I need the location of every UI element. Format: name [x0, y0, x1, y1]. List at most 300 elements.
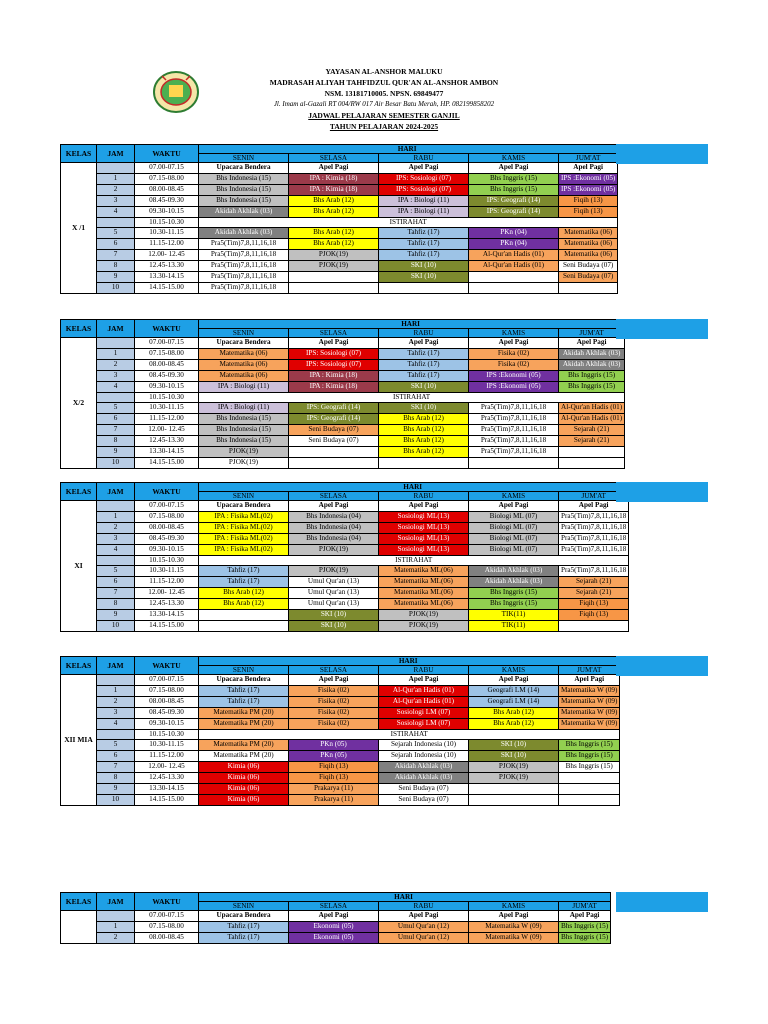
subject-cell: Seni Budaya (07): [379, 784, 469, 795]
istirahat-cell: ISTIRAHAT: [199, 729, 620, 740]
day-header: KAMIS: [469, 902, 559, 911]
time-slot: 14.15-15.00: [135, 457, 199, 468]
day-header: JUM'AT: [559, 666, 620, 675]
subject-cell: IPA : Kimia (18): [289, 173, 379, 184]
subject-cell: Umul Qur'an (12): [379, 932, 469, 943]
day-header: SENIN: [199, 902, 289, 911]
subject-cell: IPA : Kimia (18): [289, 381, 379, 392]
jam-header: JAM: [97, 893, 135, 911]
jam-number: [97, 163, 135, 174]
jam-number: [97, 911, 135, 922]
subject-cell: Bhs Indonesia (15): [199, 425, 289, 436]
subject-cell: PJOK(19): [199, 447, 289, 458]
subject-cell: Sejarah (21): [559, 577, 629, 588]
subject-cell: [289, 282, 379, 293]
subject-cell: Al-Qur'an Hadis (01): [559, 403, 625, 414]
table-row: [61, 620, 629, 631]
table-row: [61, 707, 620, 718]
subject-cell: Sejarah (21): [559, 425, 625, 436]
time-slot: 12.45-13.30: [135, 436, 199, 447]
table-header-row: [61, 483, 629, 492]
jam-header: JAM: [97, 483, 135, 501]
subject-cell: Pra5(Tim)7,8,11,16,18: [199, 272, 289, 283]
time-slot: 10.15-10.30: [135, 729, 199, 740]
subject-cell: SKI (10): [289, 620, 379, 631]
apel-cell: Apel Pagi: [379, 501, 469, 512]
day-header: RABU: [379, 492, 469, 501]
subject-cell: Pra5(Tim)7,8,11,16,18: [559, 533, 629, 544]
kelas-name: X /1: [61, 163, 97, 294]
subject-cell: Sejarah (21): [559, 436, 625, 447]
header-extension-bar: [616, 892, 708, 912]
subject-cell: Bhs Arab (12): [379, 425, 469, 436]
day-header: JUM'AT: [559, 329, 625, 338]
time-slot: 07.15-08.00: [135, 173, 199, 184]
subject-cell: Akidah Akhlak (03): [379, 762, 469, 773]
subject-cell: IPA : Biologi (11): [379, 206, 469, 217]
apel-cell: Apel Pagi: [379, 338, 469, 349]
kelas-name: [61, 911, 97, 944]
hari-header: HARI: [199, 145, 618, 154]
subject-cell: Fiqih (13): [289, 773, 379, 784]
subject-cell: Bhs Arab (12): [289, 239, 379, 250]
subject-cell: PJOK(19): [379, 610, 469, 621]
jam-number: 8: [97, 599, 135, 610]
time-slot: 11.15-12.00: [135, 577, 199, 588]
subject-cell: [559, 784, 620, 795]
subject-cell: [559, 282, 618, 293]
subject-cell: Tahfiz (17): [379, 250, 469, 261]
time-slot: 08.00-08.45: [135, 359, 199, 370]
subject-cell: [559, 457, 625, 468]
subject-cell: Kimia (06): [199, 784, 289, 795]
subject-cell: IPS: Geografi (14): [289, 403, 379, 414]
subject-cell: Tahfiz (17): [379, 348, 469, 359]
subject-cell: Tahfiz (17): [379, 239, 469, 250]
header-extension-bar: [616, 319, 708, 339]
subject-cell: Fisika (02): [469, 359, 559, 370]
subject-cell: Matematika PM (20): [199, 718, 289, 729]
subject-cell: Matematika PM (20): [199, 707, 289, 718]
subject-cell: Pra5(Tim)7,8,11,16,18: [199, 261, 289, 272]
apel-cell: Apel Pagi: [289, 675, 379, 686]
jam-number: [97, 392, 135, 403]
subject-cell: Pra5(Tim)7,8,11,16,18: [559, 522, 629, 533]
subject-cell: Matematika ML(06): [379, 577, 469, 588]
subject-cell: IPS: Geografi (14): [469, 195, 559, 206]
subject-cell: Matematika ML(06): [379, 566, 469, 577]
jam-number: 2: [97, 359, 135, 370]
subject-cell: Sejarah Indonesia (10): [379, 751, 469, 762]
time-slot: 07.15-08.00: [135, 921, 199, 932]
time-slot: 11.15-12.00: [135, 239, 199, 250]
subject-cell: Matematika (06): [559, 250, 618, 261]
time-slot: 11.15-12.00: [135, 414, 199, 425]
jam-number: 2: [97, 696, 135, 707]
subject-cell: Bhs Arab (12): [289, 195, 379, 206]
apel-cell: Apel Pagi: [289, 338, 379, 349]
subject-cell: Bhs Inggris (15): [559, 751, 620, 762]
school-address: Jl. Imam al-Gazali RT 004/RW 017 Air Besar Batu Merah, HP. 082199858202: [273, 100, 495, 108]
table-row: [61, 250, 618, 261]
time-slot: 09.30-10.15: [135, 718, 199, 729]
subject-cell: Tahfiz (17): [199, 566, 289, 577]
subject-cell: Matematika W (09): [559, 718, 620, 729]
subject-cell: Ekonomi (05): [289, 921, 379, 932]
subject-cell: Sosiologi ML(13): [379, 533, 469, 544]
table-header-row: [61, 657, 620, 666]
jam-number: 7: [97, 425, 135, 436]
subject-cell: Biologi ML (07): [469, 511, 559, 522]
subject-cell: Matematika PM (20): [199, 751, 289, 762]
jam-number: 8: [97, 773, 135, 784]
table-header-row: [61, 893, 611, 902]
table-row: [61, 685, 620, 696]
jam-number: [97, 555, 135, 566]
subject-cell: Umul Qur'an (12): [379, 921, 469, 932]
subject-cell: Bhs Arab (12): [469, 718, 559, 729]
subject-cell: IPA : Biologi (11): [199, 403, 289, 414]
table-row: [61, 566, 629, 577]
subject-cell: Sosiologi ML(13): [379, 544, 469, 555]
subject-cell: Bhs Arab (12): [469, 707, 559, 718]
subject-cell: Sosiologi LM (07): [379, 707, 469, 718]
time-slot: 13.30-14.15: [135, 784, 199, 795]
time-slot: 09.30-10.15: [135, 381, 199, 392]
subject-cell: Sosiologi ML(13): [379, 522, 469, 533]
kelas-name: X/2: [61, 338, 97, 469]
table-row: [61, 740, 620, 751]
time-slot: 08.45-09.30: [135, 707, 199, 718]
subject-cell: Bhs Arab (12): [289, 206, 379, 217]
table-header-row: [61, 320, 625, 329]
subject-cell: Bhs Inggris (15): [559, 370, 625, 381]
subject-cell: [559, 773, 620, 784]
day-header: SELASA: [289, 902, 379, 911]
subject-cell: IPS: Sosiologi (07): [379, 184, 469, 195]
subject-cell: Tahfiz (17): [199, 685, 289, 696]
subject-cell: Matematika W (09): [469, 932, 559, 943]
apel-cell: Apel Pagi: [559, 501, 629, 512]
subject-cell: Akidah Akhlak (03): [469, 577, 559, 588]
subject-cell: Fisika (02): [469, 348, 559, 359]
time-slot: 08.00-08.45: [135, 184, 199, 195]
jam-number: 9: [97, 610, 135, 621]
subject-cell: Fiqih (13): [559, 610, 629, 621]
subject-cell: Bhs Indonesia (15): [199, 414, 289, 425]
day-header: SELASA: [289, 329, 379, 338]
jam-number: 1: [97, 173, 135, 184]
subject-cell: Fiqih (13): [559, 195, 618, 206]
jam-number: 1: [97, 348, 135, 359]
subject-cell: IPS: Sosiologi (07): [289, 359, 379, 370]
subject-cell: PKn (05): [289, 751, 379, 762]
subject-cell: Tahfiz (17): [199, 696, 289, 707]
hari-header: HARI: [199, 483, 629, 492]
day-header: JUM'AT: [559, 154, 618, 163]
table-row: [61, 392, 625, 403]
jam-number: 6: [97, 577, 135, 588]
subject-cell: Tahfiz (17): [199, 932, 289, 943]
subject-cell: Akidah Akhlak (03): [379, 773, 469, 784]
jam-number: 4: [97, 206, 135, 217]
subject-cell: [469, 794, 559, 805]
time-slot: 12.00- 12.45: [135, 762, 199, 773]
time-slot: 10.30-11.15: [135, 228, 199, 239]
subject-cell: Akidah Akhlak (03): [199, 206, 289, 217]
subject-cell: Bhs Inggris (15): [469, 173, 559, 184]
jam-number: 10: [97, 794, 135, 805]
subject-cell: [559, 794, 620, 805]
table-row: [61, 414, 625, 425]
time-slot: 14.15-15.00: [135, 282, 199, 293]
kelas-header: KELAS: [61, 320, 97, 338]
subject-cell: Al-Qur'an Hadis (01): [379, 696, 469, 707]
subject-cell: Geografi LM (14): [469, 685, 559, 696]
subject-cell: [559, 447, 625, 458]
day-header: SENIN: [199, 154, 289, 163]
subject-cell: Fisika (02): [289, 707, 379, 718]
kelas-name: XII MIA: [61, 675, 97, 806]
header-extension-bar: [616, 656, 708, 676]
table-row: [61, 599, 629, 610]
table-row: [61, 921, 611, 932]
table-row: [61, 381, 625, 392]
subject-cell: PKn (04): [469, 239, 559, 250]
jam-number: 1: [97, 511, 135, 522]
subject-cell: PJOK(19): [469, 773, 559, 784]
time-slot: 12.45-13.30: [135, 261, 199, 272]
subject-cell: Bhs Arab (12): [289, 228, 379, 239]
subject-cell: Tahfiz (17): [379, 370, 469, 381]
day-header: RABU: [379, 666, 469, 675]
waktu-header: WAKTU: [135, 893, 199, 911]
jam-number: 10: [97, 620, 135, 631]
subject-cell: Sosiologi ML(13): [379, 511, 469, 522]
subject-cell: SKI (10): [289, 610, 379, 621]
subject-cell: SKI (10): [379, 381, 469, 392]
subject-cell: Tahfiz (17): [379, 359, 469, 370]
subject-cell: Bhs Arab (12): [199, 588, 289, 599]
table-row: [61, 932, 611, 943]
subject-cell: SKI (10): [469, 751, 559, 762]
schedule-table-block: [60, 482, 629, 632]
apel-cell: Apel Pagi: [469, 501, 559, 512]
subject-cell: IPA : Fisika ML(02): [199, 522, 289, 533]
subject-cell: Bhs Indonesia (15): [199, 184, 289, 195]
table-row: [61, 457, 625, 468]
table-row: [61, 718, 620, 729]
subject-cell: Geografi LM (14): [469, 696, 559, 707]
table-row: [61, 195, 618, 206]
subject-cell: Bhs Inggris (15): [559, 932, 611, 943]
jam-number: 7: [97, 588, 135, 599]
subject-cell: IPA : Biologi (11): [379, 195, 469, 206]
jam-number: 9: [97, 272, 135, 283]
subject-cell: IPS: Geografi (14): [469, 206, 559, 217]
subject-cell: IPS :Ekonomi (05): [469, 370, 559, 381]
table-row: [61, 610, 629, 621]
jam-number: 2: [97, 184, 135, 195]
table-row: [61, 544, 629, 555]
subject-cell: Biologi ML (07): [469, 544, 559, 555]
table-row: [61, 228, 618, 239]
jam-number: 2: [97, 932, 135, 943]
subject-cell: IPA : Fisika ML(02): [199, 511, 289, 522]
time-slot: 12.00- 12.45: [135, 250, 199, 261]
hari-header: HARI: [199, 893, 611, 902]
time-slot: 10.30-11.15: [135, 740, 199, 751]
table-row: [61, 511, 629, 522]
document-header: [0, 66, 768, 132]
academic-year: TAHUN PELAJARAN 2024-2025: [329, 122, 439, 131]
table-row: [61, 217, 618, 228]
waktu-header: WAKTU: [135, 320, 199, 338]
subject-cell: Bhs Indonesia (04): [289, 522, 379, 533]
subject-cell: SKI (10): [469, 740, 559, 751]
time-slot: 07.00-07.15: [135, 675, 199, 686]
subject-cell: Akidah Akhlak (03): [199, 228, 289, 239]
day-header: KAMIS: [469, 492, 559, 501]
table-row: [61, 403, 625, 414]
subject-cell: IPS :Ekonomi (05): [559, 173, 618, 184]
table-row: [61, 425, 625, 436]
time-slot: 07.00-07.15: [135, 338, 199, 349]
istirahat-cell: ISTIRAHAT: [199, 555, 629, 566]
foundation-name: YAYASAN AL-ANSHOR MALUKU: [325, 67, 443, 76]
subject-cell: PJOK(19): [289, 544, 379, 555]
subject-cell: IPA : Fisika ML(02): [199, 544, 289, 555]
jam-number: 3: [97, 707, 135, 718]
subject-cell: Umul Qur'an (13): [289, 588, 379, 599]
waktu-header: WAKTU: [135, 483, 199, 501]
upacara-cell: Upacara Bendera: [199, 501, 289, 512]
day-header: RABU: [379, 154, 469, 163]
subject-cell: PJOK(19): [289, 250, 379, 261]
day-header: JUM'AT: [559, 492, 629, 501]
subject-cell: Tahfiz (17): [199, 577, 289, 588]
table-row: [61, 501, 629, 512]
subject-cell: Matematika (06): [559, 228, 618, 239]
jam-number: 5: [97, 566, 135, 577]
subject-cell: Fisika (02): [289, 718, 379, 729]
day-header: RABU: [379, 902, 469, 911]
subject-cell: PJOK(19): [469, 762, 559, 773]
jam-number: 10: [97, 282, 135, 293]
time-slot: 07.00-07.15: [135, 163, 199, 174]
table-row: [61, 184, 618, 195]
table-row: [61, 784, 620, 795]
subject-cell: Matematika (06): [199, 348, 289, 359]
time-slot: 07.15-08.00: [135, 348, 199, 359]
jam-number: 9: [97, 447, 135, 458]
table-row: [61, 533, 629, 544]
table-row: [61, 588, 629, 599]
jam-number: 4: [97, 544, 135, 555]
subject-cell: Kimia (06): [199, 773, 289, 784]
subject-cell: [469, 457, 559, 468]
subject-cell: Pra5(Tim)7,8,11,16,18: [199, 282, 289, 293]
subject-cell: Pra5(Tim)7,8,11,16,18: [559, 566, 629, 577]
time-slot: 13.30-14.15: [135, 610, 199, 621]
school-ids: NSM. 13181710005. NPSN. 69849477: [324, 89, 444, 98]
subject-cell: [199, 620, 289, 631]
kelas-header: KELAS: [61, 145, 97, 163]
istirahat-cell: ISTIRAHAT: [199, 392, 625, 403]
subject-cell: PKn (05): [289, 740, 379, 751]
subject-cell: Matematika (06): [199, 370, 289, 381]
table-row: [61, 261, 618, 272]
table-row: [61, 173, 618, 184]
subject-cell: IPA : Fisika ML(02): [199, 533, 289, 544]
kelas-header: KELAS: [61, 893, 97, 911]
jam-number: [97, 729, 135, 740]
subject-cell: Fiqih (13): [559, 206, 618, 217]
jam-number: 5: [97, 740, 135, 751]
jam-number: 3: [97, 533, 135, 544]
subject-cell: Seni Budaya (07): [559, 261, 618, 272]
istirahat-cell: ISTIRAHAT: [199, 217, 618, 228]
apel-cell: Apel Pagi: [379, 911, 469, 922]
subject-cell: Pra5(Tim)7,8,11,16,18: [469, 414, 559, 425]
subject-cell: Tahfiz (17): [199, 921, 289, 932]
jam-number: 6: [97, 414, 135, 425]
table-row: [61, 696, 620, 707]
subject-cell: Bhs Indonesia (15): [199, 436, 289, 447]
jam-number: 6: [97, 239, 135, 250]
subject-cell: Pra5(Tim)7,8,11,16,18: [199, 239, 289, 250]
table-row: [61, 348, 625, 359]
time-slot: 08.45-09.30: [135, 195, 199, 206]
subject-cell: IPS: Sosiologi (07): [379, 173, 469, 184]
table-row: [61, 282, 618, 293]
jam-number: 8: [97, 261, 135, 272]
subject-cell: Seni Budaya (07): [289, 436, 379, 447]
apel-cell: Apel Pagi: [469, 911, 559, 922]
subject-cell: Bhs Indonesia (04): [289, 511, 379, 522]
subject-cell: Al-Qur'an Hadis (01): [559, 414, 625, 425]
upacara-cell: Upacara Bendera: [199, 675, 289, 686]
subject-cell: [289, 447, 379, 458]
subject-cell: Matematika ML(06): [379, 588, 469, 599]
day-header: KAMIS: [469, 329, 559, 338]
day-header: SENIN: [199, 329, 289, 338]
jam-number: 1: [97, 685, 135, 696]
subject-cell: SKI (10): [379, 272, 469, 283]
subject-cell: Matematika (06): [559, 239, 618, 250]
table-row: [61, 522, 629, 533]
subject-cell: Matematika ML(06): [379, 599, 469, 610]
jam-number: 9: [97, 784, 135, 795]
subject-cell: Matematika W (09): [469, 921, 559, 932]
table-header-row: [61, 145, 618, 154]
table-row: [61, 206, 618, 217]
jam-number: 5: [97, 403, 135, 414]
table-row: [61, 751, 620, 762]
apel-cell: Apel Pagi: [469, 338, 559, 349]
subject-cell: Sejarah Indonesia (10): [379, 740, 469, 751]
subject-cell: Matematika (06): [199, 359, 289, 370]
table-row: [61, 370, 625, 381]
time-slot: 10.30-11.15: [135, 403, 199, 414]
schedule-table-block: [60, 892, 611, 944]
time-slot: 08.00-08.45: [135, 696, 199, 707]
jam-header: JAM: [97, 145, 135, 163]
subject-cell: Pra5(Tim)7,8,11,16,18: [559, 511, 629, 522]
jam-number: [97, 338, 135, 349]
subject-cell: Akidah Akhlak (03): [559, 359, 625, 370]
subject-cell: Pra5(Tim)7,8,11,16,18: [469, 436, 559, 447]
